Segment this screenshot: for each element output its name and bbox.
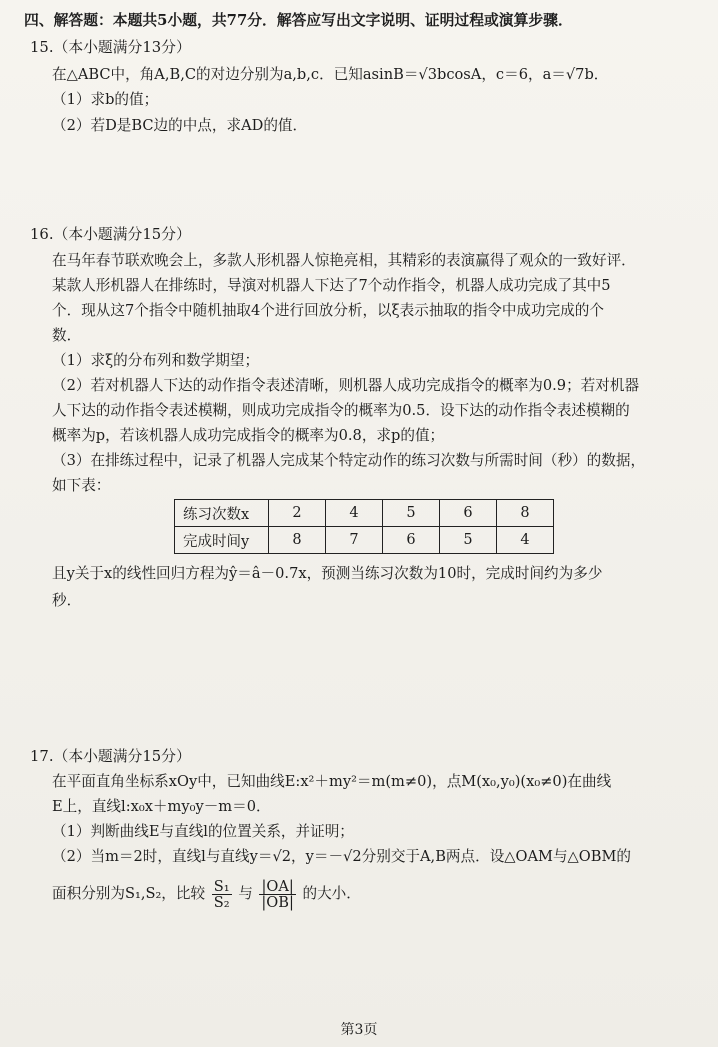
q16-header: 16.（本小题满分15分） [30, 226, 191, 243]
q16-regression-line2: 秒． [52, 592, 82, 609]
q15-part1: （1）求b的值； [52, 91, 159, 108]
table-cell: 4 [326, 500, 383, 527]
q16-stem-line1: 在马年春节联欢晚会上，多款人形机器人惊艳亮相，其精彩的表演赢得了观众的一致好评． [52, 252, 636, 269]
q15-stem: 在△ABC中，角A,B,C的对边分别为a,b,c．已知asinB＝√3bcosA，c＝6，a＝√7b． [52, 66, 609, 83]
table-cell: 6 [440, 500, 497, 527]
q16-part2-line1: （2）若对机器人下达的动作指令表述清晰，则机器人成功完成指令的概率为0.9；若对机器 [52, 377, 640, 394]
data-table [174, 499, 554, 554]
table-cell: 8 [497, 500, 554, 527]
table-cell: 5 [383, 500, 440, 527]
fraction-denominator: |OB| [261, 893, 294, 911]
table-cell: 8 [269, 527, 326, 554]
q17-part2: （2）当m＝2时，直线l与直线y＝√2，y＝－√2分别交于A,B两点．设△OAM与△OBM的 [52, 848, 632, 865]
q17-part2-compare [52, 877, 361, 911]
q17-stem-line1: 在平面直角坐标系xOy中，已知曲线E:x²＋my²＝m(m≠0)，点M(x₀,y₀)(x₀≠0)在曲线 [52, 773, 612, 790]
q17-stem-line2: E上，直线l:x₀x＋my₀y－m＝0． [52, 798, 271, 815]
table-cell: 4 [497, 527, 554, 554]
table-row [175, 527, 554, 554]
table-row-label: 完成时间y [175, 527, 269, 554]
table-cell: 5 [440, 527, 497, 554]
q16-stem-line3: 个．现从这7个指令中随机抽取4个进行回放分析，以ξ表示抽取的指令中成功完成的个 [52, 302, 604, 319]
q16-part1: （1）求ξ的分布列和数学期望； [52, 352, 260, 369]
q16-part2-line2: 人下达的动作指令表述模糊，则成功完成指令的概率为0.5．设下达的动作指令表述模糊的 [52, 402, 630, 419]
table-row [175, 500, 554, 527]
page-number: 第3页 [340, 1022, 378, 1038]
q16-part3-line1: （3）在排练过程中，记录了机器人完成某个特定动作的练习次数与所需时间（秒）的数据， [52, 452, 646, 469]
q16-part2-line3: 概率为p，若该机器人成功完成指令的概率为0.8，求p的值； [52, 427, 445, 444]
q17-compare-prefix: 面积分别为S₁,S₂，比较 [52, 885, 206, 902]
table-cell: 7 [326, 527, 383, 554]
section-heading: 四、解答题：本题共5小题，共77分．解答应写出文字说明、证明过程或演算步骤． [24, 12, 573, 29]
q17-compare-suffix: 的大小． [302, 885, 361, 902]
q15-part2: （2）若D是BC边的中点，求AD的值． [52, 117, 308, 134]
fraction-denominator: S₂ [213, 893, 230, 911]
q17-header: 17.（本小题满分15分） [30, 748, 191, 765]
fraction-numerator: S₁ [213, 877, 230, 895]
q16-stem-line2: 某款人形机器人在排练时，导演对机器人下达了7个动作指令，机器人成功完成了其中5 [52, 277, 611, 294]
table-cell: 2 [269, 500, 326, 527]
table-row-label: 练习次数x [175, 500, 269, 527]
fraction-numerator: |OA| [261, 877, 294, 895]
fraction-s1-s2 [212, 879, 232, 910]
table-cell: 6 [383, 527, 440, 554]
q16-stem-line4: 数． [52, 327, 82, 344]
q16-regression-line1: 且y关于x的线性回归方程为ŷ＝â－0.7x，预测当练习次数为10时，完成时间约为多少 [52, 565, 603, 582]
q17-compare-mid: 与 [238, 885, 253, 902]
q16-part3-line2: 如下表： [52, 477, 111, 494]
fraction-oa-ob [259, 879, 295, 910]
q17-part1: （1）判断曲线E与直线l的位置关系，并证明； [52, 823, 354, 840]
q15-header: 15.（本小题满分13分） [30, 39, 191, 56]
